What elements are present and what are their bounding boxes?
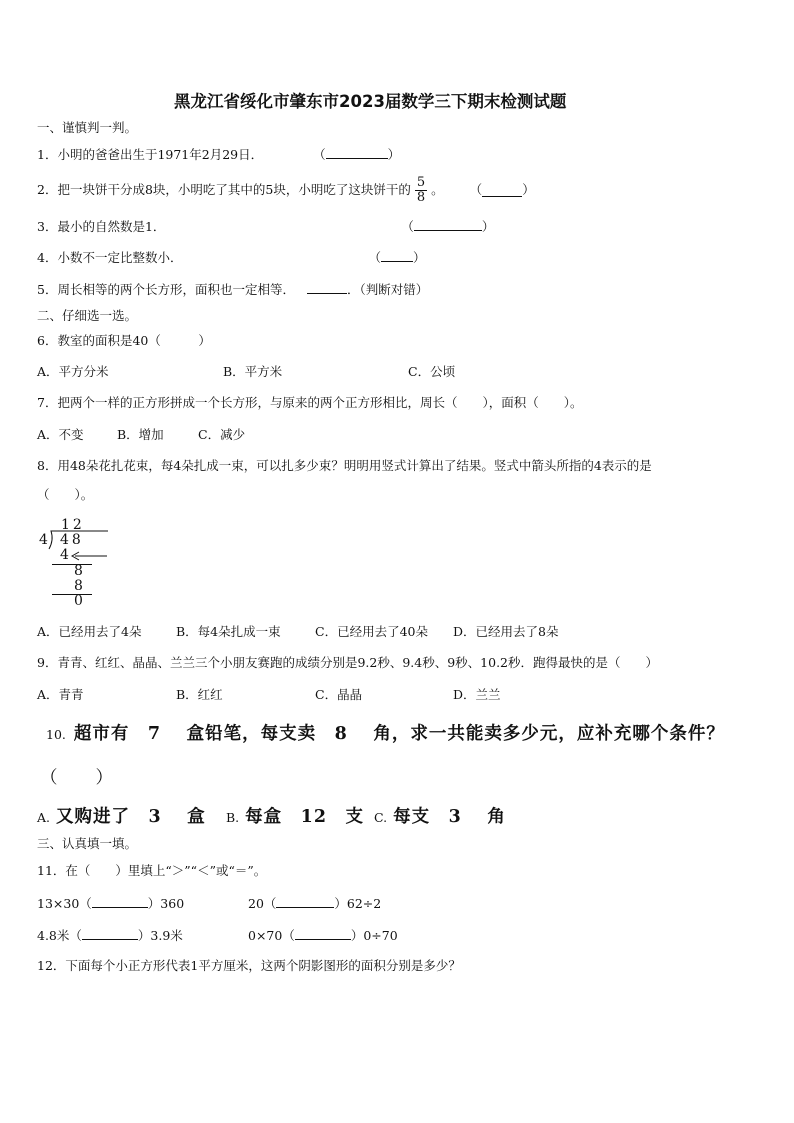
question-10-bracket: （ ）	[40, 768, 114, 788]
division-step-8: 8	[74, 563, 83, 579]
division-quotient: 12	[61, 517, 85, 533]
question-11-text: 11．在（ ）里填上“＞”“＜”或“＝”。	[37, 863, 267, 878]
question-10	[46, 720, 725, 745]
long-division-figure	[36, 516, 116, 611]
question-12-text: 12．下面每个小正方形代表1平方厘米，这两个阴影图形的面积分别是多少？	[37, 958, 461, 973]
division-rule-2	[52, 594, 92, 595]
question-2-text: 2．把一块饼干分成8块，小明吃了其中的5块，小明吃了这块饼干的	[37, 182, 411, 197]
q10-option-b[interactable]: B. 每盒 12 支	[226, 807, 365, 827]
q9-option-c[interactable]: C．晶晶	[315, 687, 363, 702]
section-heading-3: 三、认真填一填。	[37, 836, 138, 851]
answer-blank-1[interactable]	[326, 145, 388, 159]
compare-item-3: 4.8米（ ）3.9米	[37, 928, 183, 943]
q10-option-c[interactable]: C. 每支 3 角	[374, 807, 506, 827]
question-7-text: 7．把两个一样的正方形拼成一个长方形，与原来的两个正方形相比，周长（ ），面积（ ）。	[37, 395, 583, 410]
compare-item-1: 13×30（ ）360	[37, 896, 185, 911]
question-3: 3．最小的自然数是1． （ ）	[37, 219, 495, 234]
q7-option-a[interactable]: A．不变	[37, 427, 84, 442]
q7-option-c[interactable]: C．减少	[198, 427, 246, 442]
compare-blank-2[interactable]	[276, 894, 334, 908]
question-4: 4．小数不一定比整数小． （ ）	[37, 250, 426, 265]
q6-option-a[interactable]: A．平方分米	[37, 364, 109, 379]
answer-blank-4[interactable]	[381, 248, 413, 262]
q7-option-b[interactable]: B．增加	[117, 427, 164, 442]
fraction-5-8: $\frac{5}{8}$	[416, 174, 426, 205]
question-4-text: 4．小数不一定比整数小．	[37, 250, 183, 265]
question-10-number: 10.	[46, 727, 66, 742]
compare-blank-4[interactable]	[295, 926, 351, 940]
answer-blank-2[interactable]	[482, 183, 522, 197]
division-step-4: 4	[60, 547, 69, 563]
q8-option-c[interactable]: C．已经用去了40朵	[315, 624, 428, 639]
q8-option-a[interactable]: A．已经用去了4朵	[37, 624, 142, 639]
question-1: 1．小明的爸爸出生于1971年2月29日． （ ）	[37, 147, 401, 162]
section-heading-2: 二、仔细选一选。	[37, 308, 138, 323]
q9-option-b[interactable]: B．红红	[176, 687, 223, 702]
division-step-8b: 8	[74, 578, 83, 594]
question-6-text: 6．教室的面积是40（ ）	[37, 333, 211, 348]
question-10-text: 超市有 7 盒铅笔，每支卖 8 角，求一共能卖多少元，应补充哪个条件？	[73, 724, 725, 744]
answer-blank-3[interactable]	[414, 217, 482, 231]
compare-blank-1[interactable]	[92, 894, 148, 908]
question-5-text: 5．周长相等的两个长方形，面积也一定相等．	[37, 282, 295, 297]
question-1-text: 1．小明的爸爸出生于1971年2月29日．	[37, 147, 264, 162]
division-remainder: 0	[74, 593, 83, 609]
q6-option-b[interactable]: B．平方米	[223, 364, 283, 379]
division-rule-1	[52, 564, 92, 565]
question-9-text: 9．青青、红红、晶晶、兰兰三个小朋友赛跑的成绩分别是9.2秒、9.4秒、9秒、10.2秒．跑得最快的是（ ）	[37, 655, 658, 670]
question-8-text-2: （ ）。	[37, 487, 94, 502]
answer-blank-5[interactable]	[307, 280, 347, 294]
compare-item-4: 0×70（ ）0÷70	[248, 928, 398, 943]
q10-option-a[interactable]: A. 又购进了 3 盒	[37, 807, 206, 827]
question-8-text: 8．用48朵花扎花束，每4朵扎成一束，可以扎多少束？明明用竖式计算出了结果。竖式中箭头所指的4表示的是	[37, 458, 652, 473]
division-divisor: 4	[39, 532, 48, 548]
q9-option-d[interactable]: D．兰兰	[453, 687, 501, 702]
q8-option-d[interactable]: D．已经用去了8朵	[453, 624, 559, 639]
q6-option-c[interactable]: C．公顷	[408, 364, 456, 379]
compare-blank-3[interactable]	[82, 926, 138, 940]
question-2: 2．把一块饼干分成8块，小明吃了其中的5块，小明吃了这块饼干的 $\frac{5}{8}$ 。 （ ）	[37, 174, 535, 205]
page-title: 黑龙江省绥化市肇东市2023届数学三下期末检测试题	[174, 92, 567, 111]
division-dividend: 48	[60, 532, 84, 548]
arrow-left-icon	[71, 551, 109, 561]
q9-option-a[interactable]: A．青青	[37, 687, 84, 702]
q8-option-b[interactable]: B．每4朵扎成一束	[176, 624, 281, 639]
question-3-text: 3．最小的自然数是1．	[37, 219, 166, 234]
compare-item-2: 20（ ）62÷2	[248, 896, 382, 911]
question-5: 5．周长相等的两个长方形，面积也一定相等． ．（判断对错）	[37, 282, 429, 297]
section-heading-1: 一、谨慎判一判。	[37, 120, 138, 135]
